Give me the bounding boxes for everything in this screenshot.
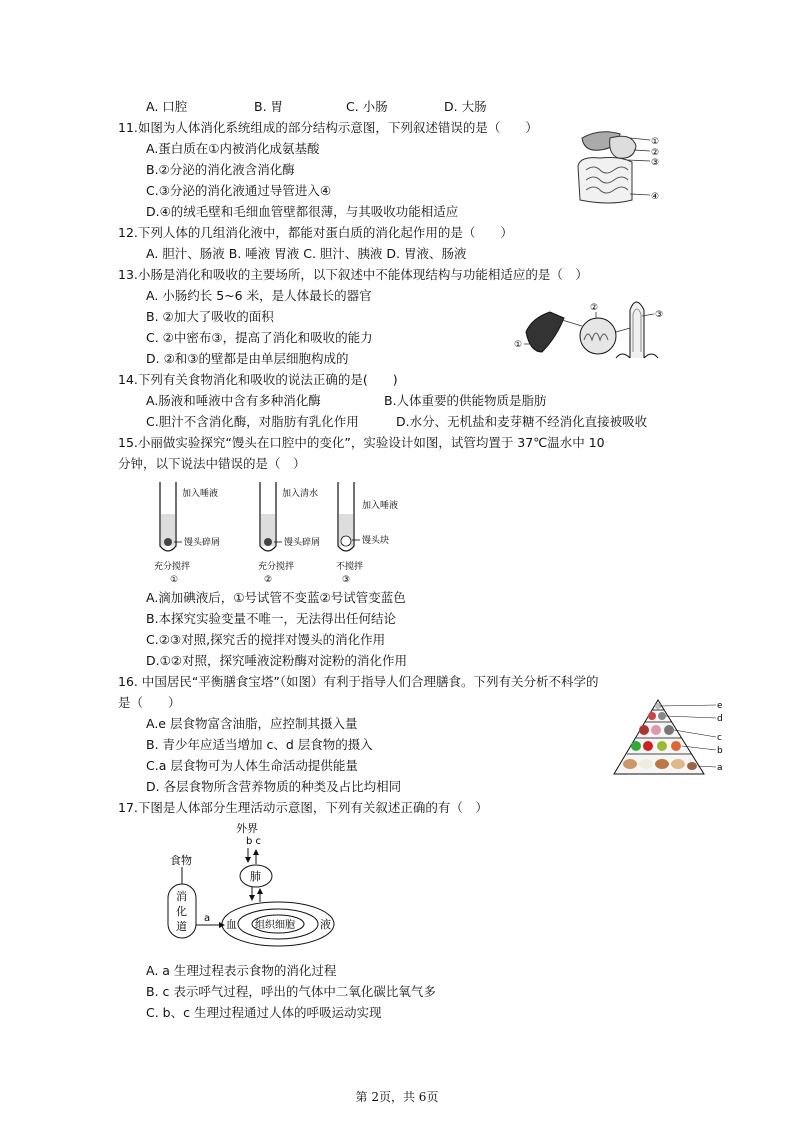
diagram-food-label: 食物 [170,854,192,867]
q13-option-d: D. ②和③的壁都是由单层细胞构成的 [146,351,349,366]
diagram-tract-char-3: 道 [176,920,187,933]
q16-option-b: B. 青少年应适当增加 c、d 层食物的摄入 [146,737,373,752]
diagram-a-label: a [204,913,211,924]
q17-option-c: C. b、c 生理过程通过人体的呼吸运动实现 [146,1005,382,1020]
q14-option-c: C.胆汁不含消化酶，对脂肪有乳化作用 [146,414,359,429]
q10-option-b: B. 胃 [254,99,284,114]
tube-1-side-label: 馒头碎屑 [184,538,221,548]
q13-stem: 13.小肠是消化和吸收的主要场所，以下叙述中不能体现结构与功能相适应的是（ ） [118,267,588,282]
tube-1-number: ① [170,575,179,585]
q16-option-d: D. 各层食物所含营养物质的种类及占比均相同 [146,779,402,794]
food-pyramid-figure [612,696,730,778]
test-tube-2 [258,482,320,585]
tube-1-bottom-label: 充分搅拌 [154,562,191,572]
q10-option-a: A. 口腔 [146,99,188,114]
tube-2-side-label: 馒头碎屑 [284,538,321,548]
q12-options: A. 胆汁、肠液 B. 唾液 胃液 C. 胆汁、胰液 D. 胃液、肠液 [146,246,467,261]
pyramid-label-d: d [717,714,723,724]
q14-option-a: A.肠液和唾液中含有多种消化酶 [146,393,321,408]
q14-option-d: D.水分、无机盐和麦芽糖不经消化直接被吸收 [396,414,648,429]
q17-stem: 17.下图是人体部分生理活动示意图，下列有关叙述正确的有（ ） [118,800,488,815]
test-tube-3 [336,482,398,585]
q16-option-c: C.a 层食物可为人体生命活动提供能量 [146,758,358,773]
q15-option-b: B.本探究实验变量不唯一，无法得出任何结论 [146,611,397,626]
tube-3-bottom-label: 不搅拌 [336,562,364,572]
pyramid-label-a: a [717,763,723,773]
q15-option-c: C.②③对照,探究舌的搅拌对馒头的消化作用 [146,632,386,647]
q11-option-a: A.蛋白质在①内被消化成氨基酸 [146,141,320,156]
q14-row-1 [146,393,547,409]
pyramid-label-b: b [717,746,723,756]
q10-option-c: C. 小肠 [346,99,388,114]
tube-2-top-label: 加入清水 [282,489,319,499]
q11-option-c: C.③分泌的消化液通过导管进入④ [146,183,332,198]
q11-fig-label-2: ② [651,148,660,158]
q13-fig-label-2: ② [590,303,599,313]
pyramid-label-e: e [717,701,723,711]
q13-fig-label-3: ③ [655,310,664,320]
test-tube-figure [150,478,420,586]
diagram-bc-label: b c [246,836,262,847]
q15-stem-line1: 15.小丽做实验探究“馒头在口腔中的变化”，实验设计如图，试管均置于 37℃温水中 10 [118,435,605,450]
q15-option-d: D.①②对照，探究唾液淀粉酶对淀粉的消化作用 [146,653,408,668]
physiology-diagram [160,820,350,950]
tube-3-side-label: 馒头块 [362,536,390,546]
q11-fig-label-4: ④ [651,192,660,202]
q13-option-a: A. 小肠约长 5~6 米，是人体最长的器官 [146,288,372,303]
q15-option-a: A.滴加碘液后，①号试管不变蓝②号试管变蓝色 [146,590,406,605]
diagram-tract-char-2: 化 [176,905,187,918]
q11-fig-label-3: ③ [651,158,660,168]
q13-option-b: B. ②加大了吸收的面积 [146,309,274,324]
pyramid-label-c: c [717,733,722,743]
q14-option-b: B.人体重要的供能物质是脂肪 [384,393,547,408]
tube-2-bottom-label: 充分搅拌 [258,562,295,572]
page-footer: 第 2页，共 6页 [355,1090,439,1104]
q16-stem-line2: 是（ ） [118,695,181,710]
q16-stem-line1: 16. 中国居民“平衡膳食宝塔”（如图）有利于指导人们合理膳食。下列有关分析不科学的 [118,674,599,689]
q11-stem: 11.如图为人体消化系统组成的部分结构示意图，下列叙述错误的是（ ） [118,120,538,135]
q10-option-d: D. 大肠 [444,99,487,114]
q13-option-c: C. ②中密布③，提高了消化和吸收的能力 [146,330,373,345]
diagram-blood-label: 血 [226,918,237,931]
tube-3-number: ③ [342,575,351,585]
diagram-tract-char-1: 消 [176,890,187,903]
diagram-lung-label: 肺 [250,870,261,883]
q12-stem: 12.下列人体的几组消化液中，都能对蛋白质的消化起作用的是（ ） [118,225,513,240]
q13-fig-label-1: ① [514,340,523,350]
diagram-outside-label: 外界 [236,822,258,835]
q11-fig-label-1: ① [651,137,660,147]
q14-row-2 [146,414,647,430]
q17-option-b: B. c 表示呼气过程，呼出的气体中二氧化碳比氧气多 [146,984,436,999]
tube-3-top-label: 加入唾液 [362,501,399,511]
q11-option-b: B.②分泌的消化液含消化酶 [146,162,295,177]
q17-option-a: A. a 生理过程表示食物的消化过程 [146,963,337,978]
test-tube-1 [154,482,220,585]
small-intestine-figure [512,292,672,362]
q14-stem: 14.下列有关食物消化和吸收的说法正确的是( ) [118,372,398,387]
tube-2-number: ② [264,575,273,585]
tube-1-top-label: 加入唾液 [182,489,219,499]
q15-stem-line2: 分钟，以下说法中错误的是（ ） [118,456,306,471]
q10-options [146,99,487,115]
diagram-cell-label: 组织细胞 [255,920,295,931]
diagram-fluid-label: 液 [320,918,331,931]
q11-option-d: D.④的绒毛壁和毛细血管壁都很薄，与其吸收功能相适应 [146,204,459,219]
digestive-system-figure [570,126,670,208]
q16-option-a: A.e 层食物富含油脂，应控制其摄入量 [146,716,358,731]
